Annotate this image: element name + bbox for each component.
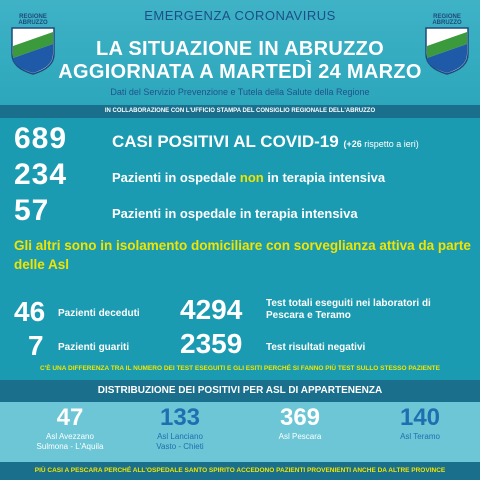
- recovered-label: Pazienti guariti: [58, 342, 130, 353]
- asl-name: Asl Pescara: [278, 432, 322, 441]
- asl-count: 133: [159, 404, 201, 431]
- hosp-icu-count: 57: [14, 194, 50, 227]
- positive-count: 689: [14, 122, 68, 155]
- logo-text: REGIONE ABRUZZO: [18, 14, 48, 26]
- asl-area: Vasto - Chieti: [156, 442, 204, 451]
- positive-label-text: CASI POSITIVI AL COVID-19: [112, 132, 339, 151]
- tests-total-count: 4294: [180, 294, 243, 325]
- label-highlight: non: [239, 170, 264, 185]
- hosp-non-icu-count: 234: [14, 158, 68, 191]
- title-line-1: LA SITUAZIONE IN ABRUZZO: [96, 38, 384, 60]
- asl-area: Sulmona - L'Aquila: [36, 442, 104, 451]
- positive-delta-suffix: rispetto a ieri): [361, 139, 419, 149]
- deceased-label: Pazienti deceduti: [58, 308, 140, 319]
- title-line-2: AGGIORNATA A MARTEDÌ 24 MARZO: [58, 61, 422, 83]
- tests-negative-label: Test risultati negativi: [266, 342, 366, 353]
- tests-note: C'È UNA DIFFERENZA TRA IL NUMERO DEI TEST ESEGUITI E GLI ESITI PERCHÉ SI FANNO PIÙ TEST SULLO STESSO PAZIENTE: [39, 365, 440, 372]
- collab-bar: IN COLLABORAZIONE CON L'UFFICIO STAMPA DEL CONSIGLIO REGIONALE DELL'ABRUZZO: [0, 105, 480, 118]
- asl-count: 369: [279, 404, 321, 431]
- footer-note: PIÙ CASI A PESCARA PERCHÉ ALL'OSPEDALE SANTO SPIRITO ACCEDONO PAZIENTI PROVENIENTI ANCHE DA ALTRE PROVINCE: [0, 462, 480, 480]
- asl-lanciano: [130, 404, 230, 452]
- recovered-count: 7: [28, 330, 44, 361]
- asl-avezzano: [20, 404, 120, 452]
- label-post: in terapia intensiva: [263, 170, 386, 185]
- isolation-text: Gli altri sono in isolamento domiciliare con sorveglianza attiva da parte delle Asl: [14, 238, 471, 272]
- distribution-title: DISTRIBUZIONE DEI POSITIVI PER ASL DI APPARTENENZA: [0, 380, 480, 402]
- hosp-non-icu-label: [112, 170, 385, 185]
- deceased-count: 46: [14, 296, 46, 327]
- tests-negative-count: 2359: [180, 328, 243, 359]
- asl-name: Asl Lanciano: [157, 432, 203, 441]
- label-pre: Pazienti in ospedale: [112, 170, 240, 185]
- asl-teramo: [370, 404, 470, 442]
- asl-name: Asl Teramo: [400, 432, 440, 441]
- positive-delta: [343, 139, 418, 149]
- logo-text: REGIONE ABRUZZO: [432, 14, 462, 26]
- subtitle: Dati del Servizio Prevenzione e Tutela della Salute della Regione: [110, 87, 370, 97]
- tests-total-label: Test totali eseguiti nei laboratori di Pescara e Teramo: [266, 298, 431, 321]
- positive-label: [112, 132, 419, 152]
- emergency-heading: EMERGENZA CORONAVIRUS: [144, 8, 336, 23]
- asl-count: 47: [56, 404, 84, 431]
- asl-name: Asl Avezzano: [46, 432, 94, 441]
- positive-delta-value: (+26: [343, 139, 362, 149]
- asl-pescara: [250, 404, 350, 442]
- asl-count: 140: [399, 404, 441, 431]
- hosp-icu-label: Pazienti in ospedale in terapia intensiva: [112, 206, 358, 221]
